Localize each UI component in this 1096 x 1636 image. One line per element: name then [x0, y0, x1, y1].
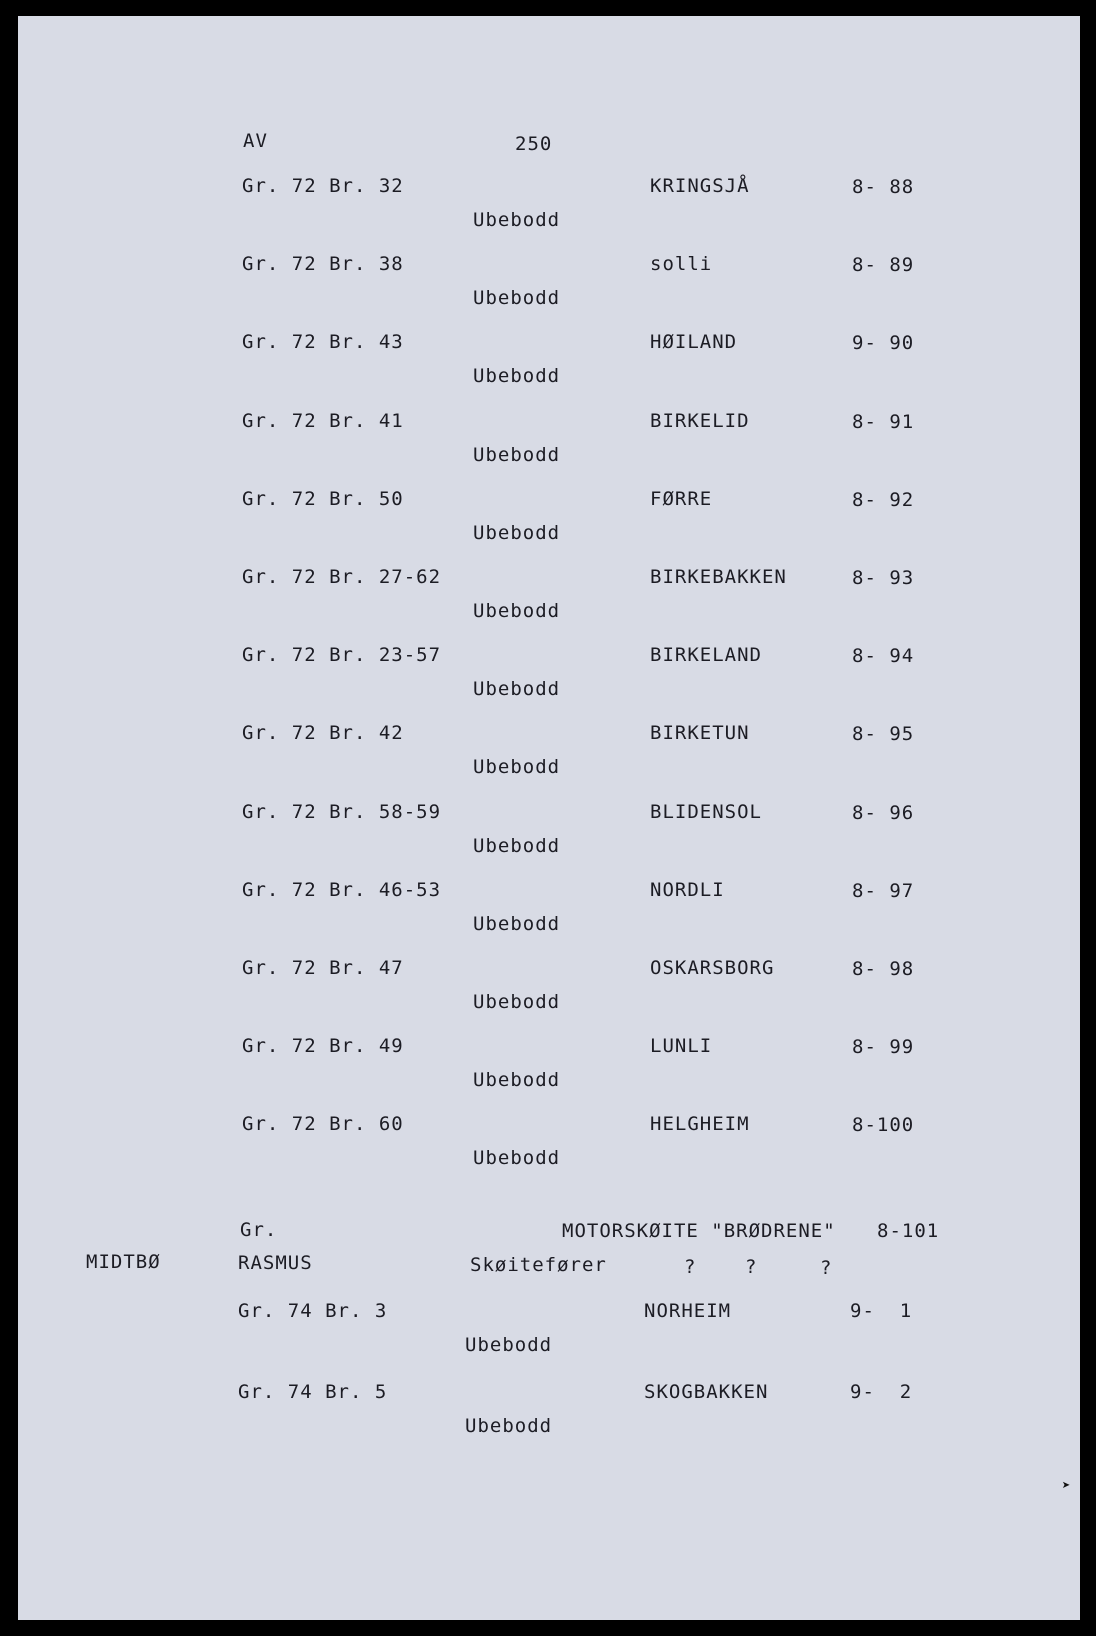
entry-code: 8- 94 [852, 645, 915, 668]
entry-gr-br: Gr. 72 Br. 47 [242, 957, 404, 979]
entry-code: 8- 89 [852, 254, 915, 277]
entry-code: 8- 99 [852, 1036, 915, 1059]
entry-code: 9- 2 [850, 1381, 913, 1403]
entry-code: 9- 1 [850, 1300, 913, 1322]
entry-name: BIRKETUN [650, 722, 750, 745]
entry-name: NORDLI [650, 878, 725, 901]
entry-status: Ubebodd [465, 1334, 553, 1356]
entry-code: 9- 90 [852, 332, 915, 355]
entry-status: Ubebodd [473, 600, 561, 622]
boat-gr: Gr. [240, 1219, 278, 1241]
entry-code: 8- 91 [852, 410, 915, 433]
entry-status: Ubebodd [473, 365, 561, 388]
entry-code: 8- 95 [852, 723, 915, 746]
boat-unknown-3: ? [820, 1257, 833, 1279]
entry-gr-br: Gr. 74 Br. 5 [238, 1381, 388, 1403]
entry-name: BLIDENSOL [650, 800, 762, 823]
entry-gr-br: Gr. 72 Br. 41 [242, 409, 404, 432]
entry-name: NORHEIM [644, 1300, 732, 1322]
entry-code: 8- 98 [852, 958, 915, 980]
entry-status: Ubebodd [465, 1415, 553, 1437]
entry-name: HELGHEIM [650, 1113, 750, 1136]
entry-code: 8- 92 [852, 488, 915, 511]
boat-firstname: RASMUS [238, 1252, 313, 1274]
entry-name: solli [650, 253, 713, 276]
entry-gr-br: Gr. 72 Br. 32 [242, 175, 404, 197]
entry-gr-br: Gr. 74 Br. 3 [238, 1300, 388, 1322]
boat-role: Skøitefører [470, 1254, 607, 1276]
boat-unknown-2: ? [745, 1256, 758, 1278]
entry-status: Ubebodd [473, 834, 561, 857]
entry-gr-br: Gr. 72 Br. 60 [242, 1113, 404, 1136]
entry-gr-br: Gr. 72 Br. 43 [242, 331, 404, 354]
entry-status: Ubebodd [473, 209, 561, 231]
boat-code: 8-101 [877, 1220, 940, 1242]
entry-gr-br: Gr. 72 Br. 38 [242, 253, 404, 276]
entry-code: 8-100 [852, 1114, 915, 1137]
entry-code: 8- 96 [852, 801, 915, 824]
entry-name: SKOGBAKKEN [644, 1381, 769, 1403]
boat-unknown-1: ? [684, 1256, 697, 1278]
entry-status: Ubebodd [473, 1147, 561, 1170]
page-text-layer [18, 16, 1080, 1620]
entry-name: FØRRE [650, 487, 713, 510]
entry-status: Ubebodd [473, 287, 561, 310]
entry-status: Ubebodd [473, 912, 561, 935]
entry-status: Ubebodd [473, 756, 561, 779]
entry-gr-br: Gr. 72 Br. 23-57 [242, 644, 442, 667]
entry-name: BIRKELID [650, 409, 750, 432]
entry-gr-br: Gr. 72 Br. 42 [242, 722, 404, 745]
entry-name: HØILAND [650, 331, 738, 354]
entry-name: LUNLI [650, 1035, 713, 1058]
entry-name: OSKARSBORG [650, 957, 775, 979]
entry-name: BIRKEBAKKEN [650, 566, 787, 588]
entry-name: BIRKELAND [650, 644, 762, 667]
entry-status: Ubebodd [473, 678, 561, 701]
margin-arrow-mark: ➤ [1062, 1478, 1071, 1494]
entry-gr-br: Gr. 72 Br. 49 [242, 1035, 404, 1058]
entry-status: Ubebodd [473, 991, 561, 1013]
entry-gr-br: Gr. 72 Br. 58-59 [242, 800, 442, 823]
header-av: AV [243, 130, 268, 152]
entry-name: KRINGSJÅ [650, 175, 750, 197]
entry-status: Ubebodd [473, 1069, 561, 1092]
entry-gr-br: Gr. 72 Br. 27-62 [242, 566, 442, 588]
entry-status: Ubebodd [473, 443, 561, 466]
entry-gr-br: Gr. 72 Br. 50 [242, 487, 404, 510]
document-page [18, 16, 1080, 1620]
page-number: 250 [515, 133, 553, 155]
entry-code: 8- 93 [852, 567, 915, 589]
entry-gr-br: Gr. 72 Br. 46-53 [242, 878, 442, 901]
entry-code: 8- 88 [852, 176, 915, 198]
entry-code: 8- 97 [852, 879, 915, 902]
boat-surname: MIDTBØ [86, 1251, 161, 1273]
entry-status: Ubebodd [473, 521, 561, 544]
boat-name: MOTORSKØITE "BRØDRENE" [562, 1220, 836, 1242]
